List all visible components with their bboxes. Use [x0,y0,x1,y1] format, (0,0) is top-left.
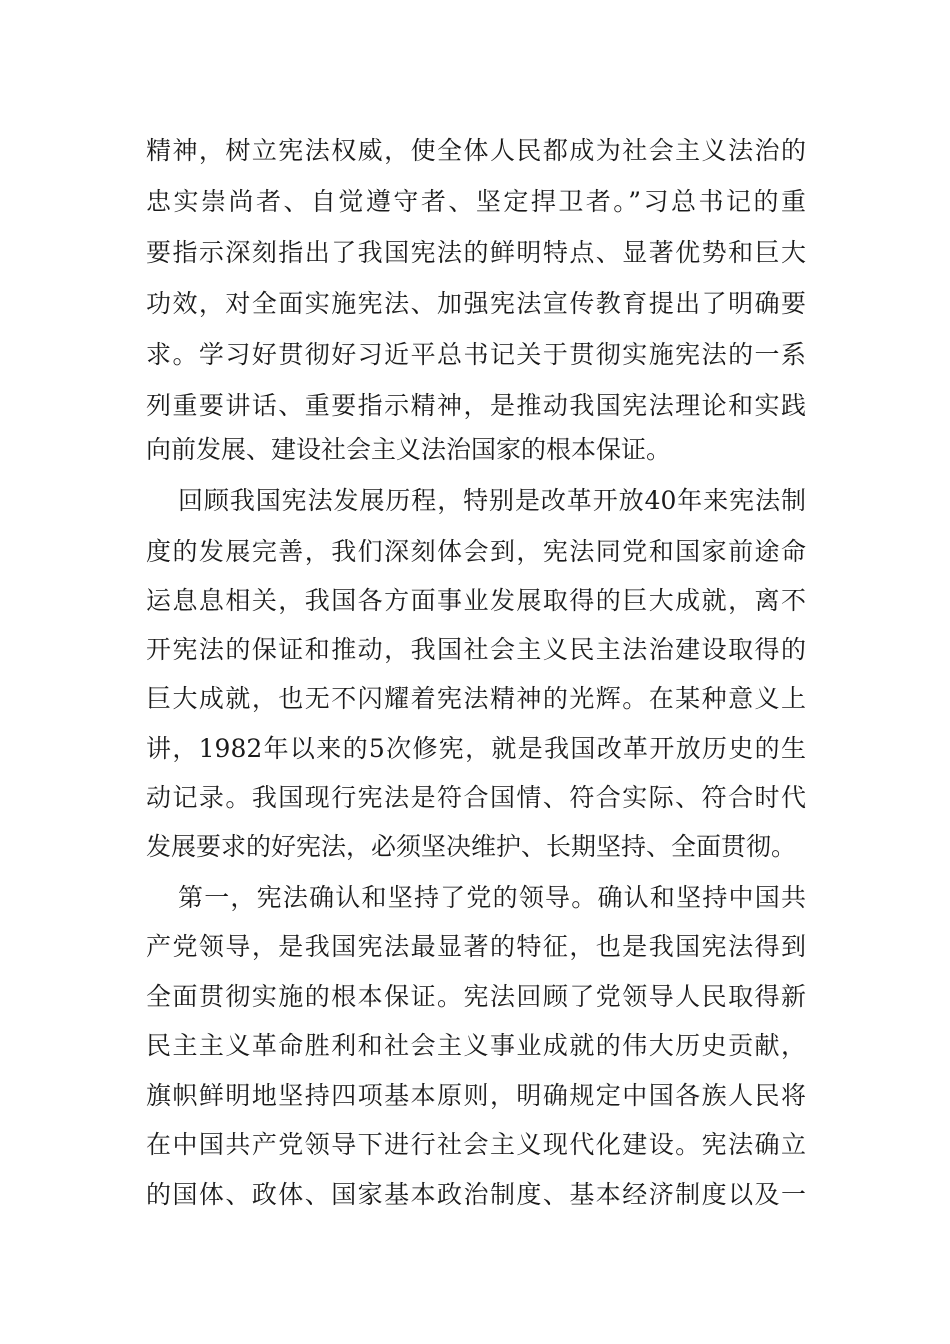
text-line: 要指示深刻指出了我国宪法的鲜明特点、显著优势和巨大 [146,238,806,267]
text-line: 民主主义革命胜利和社会主义事业成就的伟大历史贡献， [146,1031,806,1060]
text-line: 讲，1982年以来的5次修宪，就是我国改革开放历史的生 [146,734,806,763]
text-line: 求。学习好贯彻好习近平总书记关于贯彻实施宪法的一系 [146,340,806,369]
text-line: 向前发展、建设社会主义法治国家的根本保证。 [146,435,672,464]
text-line: 全面贯彻实施的根本保证。宪法回顾了党领导人民取得新 [146,982,806,1011]
text-line: 开宪法的保证和推动，我国社会主义民主法治建设取得的 [146,635,806,664]
text-line: 精神，树立宪法权威，使全体人民都成为社会主义法治的 [146,136,806,165]
text-line: 运息息相关，我国各方面事业发展取得的巨大成就，离不 [146,586,806,615]
text-line: 的国体、政体、国家基本政治制度、基本经济制度以及一 [146,1180,806,1209]
text-line: 巨大成就，也无不闪耀着宪法精神的光辉。在某种意义上 [146,684,806,713]
text-line: 动记录。我国现行宪法是符合国情、符合实际、符合时代 [146,783,806,812]
text-line: 产党领导，是我国宪法最显著的特征，也是我国宪法得到 [146,932,806,961]
paragraph-start-line: 第一，宪法确认和坚持了党的领导。确认和坚持中国共 [178,883,806,912]
text-line: 旗帜鲜明地坚持四项基本原则，明确规定中国各族人民将 [146,1081,806,1110]
text-line: 忠实崇尚者、自觉遵守者、坚定捍卫者。”习总书记的重 [146,187,806,216]
text-line: 发展要求的好宪法，必须坚决维护、长期坚持、全面贯彻。 [146,832,797,861]
text-line: 列重要讲话、重要指示精神，是推动我国宪法理论和实践 [146,391,806,420]
paragraph-start-line: 回顾我国宪法发展历程，特别是改革开放40年来宪法制 [178,486,806,515]
text-line: 度的发展完善，我们深刻体会到，宪法同党和国家前途命 [146,537,806,566]
text-line: 功效，对全面实施宪法、加强宪法宣传教育提出了明确要 [146,289,806,318]
text-line: 在中国共产党领导下进行社会主义现代化建设。宪法确立 [146,1130,806,1159]
